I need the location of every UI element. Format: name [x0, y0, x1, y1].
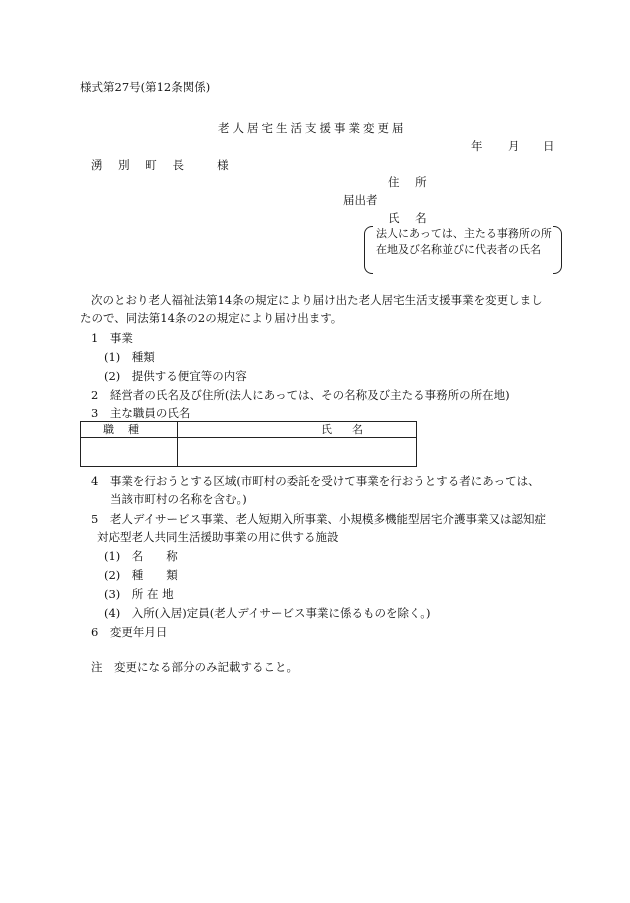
item-3: 3 主な職員の氏名	[91, 406, 191, 420]
addressee: 湧 別 町 長 様	[91, 158, 235, 172]
item-2: 2 経営者の氏名及び住所(法人にあっては、その名称及び主たる事務所の所在地)	[91, 388, 510, 402]
item-6: 6 変更年月日	[91, 625, 168, 639]
item-5-1: (1) 名 称	[104, 549, 178, 563]
address-label: 住 所	[388, 175, 433, 189]
item-4-line-1: 4 事業を行おうとする区域(市町村の委託を受けて事業を行おうとする者にあっては、	[91, 474, 540, 488]
item-5-line-1: 5 老人デイサービス事業、老人短期入所事業、小規模多機能型居宅介護事業又は認知症	[91, 512, 547, 526]
staff-table-divider	[177, 422, 178, 466]
item-5-2: (2) 種 類	[104, 568, 178, 582]
bracket-right	[553, 226, 562, 274]
footnote: 注 変更になる部分のみ記載すること。	[91, 660, 298, 674]
item-1-1: (1) 種類	[104, 350, 155, 364]
form-reference: 様式第27号(第12条関係)	[80, 80, 211, 94]
date-day: 日	[543, 139, 555, 153]
intro-line-2: たので、同法第14条の2の規定により届け出ます。	[80, 311, 343, 325]
item-1: 1 事業	[91, 331, 133, 345]
date-month: 月	[508, 139, 520, 153]
staff-col-job-type: 職種	[103, 423, 153, 436]
staff-table	[80, 421, 417, 467]
bracket-left	[364, 226, 373, 274]
staff-col-name: 氏名	[321, 423, 383, 436]
item-1-2: (2) 提供する便宜等の内容	[104, 369, 247, 383]
name-label: 氏 名	[388, 211, 433, 225]
item-5-4: (4) 入所(入居)定員(老人デイサービス事業に係るものを除く。)	[104, 606, 431, 620]
corporate-note-bracket	[364, 226, 562, 274]
item-4-line-2: 当該市町村の名称を含む。)	[110, 492, 247, 506]
item-5-3: (3) 所 在 地	[104, 587, 174, 601]
corporate-note: 法人にあっては、主たる事務所の所在地及び名称並びに代表者の氏名	[376, 227, 552, 256]
submitter-label: 届出者	[343, 193, 378, 207]
intro-line-1: 次のとおり老人福祉法第14条の規定により届け出た老人居宅生活支援事業を変更しまし	[91, 293, 543, 307]
date-year: 年	[471, 139, 483, 153]
item-5-line-2: 対応型老人共同生活援助事業の用に供する施設	[97, 530, 339, 544]
document-title: 老人居宅生活支援事業変更届	[218, 121, 407, 135]
